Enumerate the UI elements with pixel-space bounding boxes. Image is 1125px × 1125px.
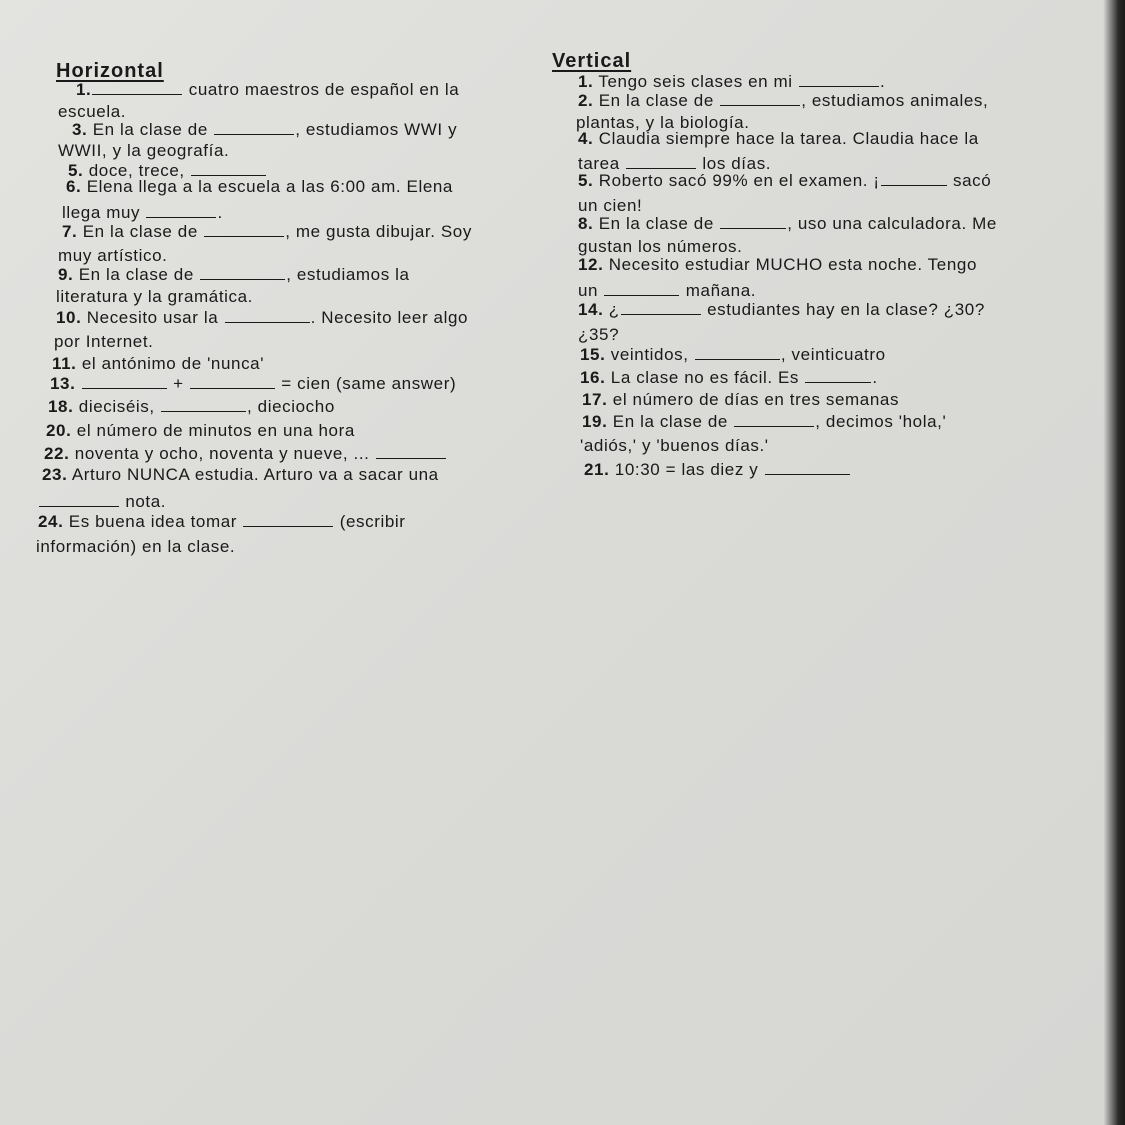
answer-blank[interactable] <box>225 321 310 323</box>
answer-blank[interactable] <box>204 235 284 237</box>
answer-blank[interactable] <box>161 410 246 412</box>
answer-blank[interactable] <box>734 425 814 427</box>
answer-blank[interactable] <box>799 85 879 87</box>
h-clue-9: 9. En la clase de , estudiamos la <box>58 265 410 284</box>
h-clue-23: 23. Arturo NUNCA estudia. Arturo va a sacar una <box>42 465 439 484</box>
v-clue-19-cont: 'adiós,' y 'buenos días.' <box>580 436 769 455</box>
h-clue-9-cont: literatura y la gramática. <box>56 287 254 306</box>
h-clue-11: 11. el antónimo de 'nunca' <box>52 354 265 373</box>
answer-blank[interactable] <box>191 174 266 176</box>
answer-blank[interactable] <box>720 227 786 229</box>
v-clue-14-cont: ¿35? <box>578 325 620 344</box>
answer-blank[interactable] <box>190 387 275 389</box>
v-clue-21: 21. 10:30 = las diez y <box>584 460 851 480</box>
h-clue-24: 24. Es buena idea tomar (escribir <box>38 512 406 531</box>
answer-blank[interactable] <box>720 104 800 106</box>
v-clue-5-cont: un cien! <box>578 196 643 215</box>
h-clue-1-cont: escuela. <box>58 102 127 121</box>
v-clue-12: 12. Necesito estudiar MUCHO esta noche. Tengo <box>578 255 977 274</box>
answer-blank[interactable] <box>805 381 871 383</box>
horizontal-heading: Horizontal <box>56 60 164 82</box>
h-clue-6-cont: llega muy . <box>62 203 223 222</box>
h-clue-3: 3. En la clase de , estudiamos WWI y <box>72 120 458 139</box>
answer-blank[interactable] <box>214 133 294 135</box>
h-clue-23-cont: nota. <box>38 492 166 512</box>
v-clue-2: 2. En la clase de , estudiamos animales, <box>578 91 989 110</box>
v-clue-12-cont: un mañana. <box>578 281 757 300</box>
v-clue-14: 14. ¿ estudiantes hay en la clase? ¿30? <box>578 300 985 319</box>
answer-blank[interactable] <box>82 387 167 389</box>
answer-blank[interactable] <box>881 184 947 186</box>
v-clue-2-cont: plantas, y la biología. <box>576 113 750 132</box>
answer-blank[interactable] <box>376 457 446 459</box>
answer-blank[interactable] <box>39 505 119 507</box>
h-clue-1: 1. cuatro maestros de español en la <box>76 80 460 99</box>
answer-blank[interactable] <box>604 294 679 296</box>
h-clue-3-cont: WWII, y la geografía. <box>58 141 230 160</box>
v-clue-16: 16. La clase no es fácil. Es . <box>580 368 878 387</box>
h-clue-5: 5. doce, trece, <box>68 161 267 181</box>
page-edge-shadow <box>1103 0 1125 1125</box>
v-clue-15: 15. veintidos, , veinticuatro <box>580 345 886 364</box>
answer-blank[interactable] <box>695 358 780 360</box>
h-clue-20: 20. el número de minutos en una hora <box>46 421 355 440</box>
v-clue-4: 4. Claudia siempre hace la tarea. Claudia hace la <box>578 129 979 148</box>
answer-blank[interactable] <box>765 473 850 475</box>
v-clue-19: 19. En la clase de , decimos 'hola,' <box>582 412 947 431</box>
answer-blank[interactable] <box>626 167 696 169</box>
h-clue-7-cont: muy artístico. <box>58 246 168 265</box>
h-clue-13: 13. + = cien (same answer) <box>50 374 457 393</box>
v-clue-17: 17. el número de días en tres semanas <box>582 390 900 409</box>
v-clue-4-cont: tarea los días. <box>578 154 772 173</box>
answer-blank[interactable] <box>200 278 285 280</box>
answer-blank[interactable] <box>92 93 182 95</box>
h-clue-6: 6. Elena llega a la escuela a las 6:00 am. Elena <box>66 177 453 196</box>
v-clue-1: 1. Tengo seis clases en mi . <box>578 72 886 91</box>
answer-blank[interactable] <box>146 216 216 218</box>
h-clue-24-cont: información) en la clase. <box>36 537 236 556</box>
v-clue-5: 5. Roberto sacó 99% en el examen. ¡ sacó <box>578 171 992 190</box>
v-clue-8: 8. En la clase de , uso una calculadora. Me <box>578 214 997 233</box>
answer-blank[interactable] <box>243 525 333 527</box>
h-clue-7: 7. En la clase de , me gusta dibujar. Soy <box>62 222 472 241</box>
answer-blank[interactable] <box>621 313 701 315</box>
vertical-heading: Vertical <box>552 50 632 72</box>
h-clue-10: 10. Necesito usar la . Necesito leer algo <box>56 308 469 327</box>
h-clue-18: 18. dieciséis, , dieciocho <box>48 397 335 416</box>
v-clue-8-cont: gustan los números. <box>578 237 743 256</box>
h-clue-10-cont: por Internet. <box>54 332 154 351</box>
h-clue-22: 22. noventa y ocho, noventa y nueve, ... <box>44 444 447 464</box>
